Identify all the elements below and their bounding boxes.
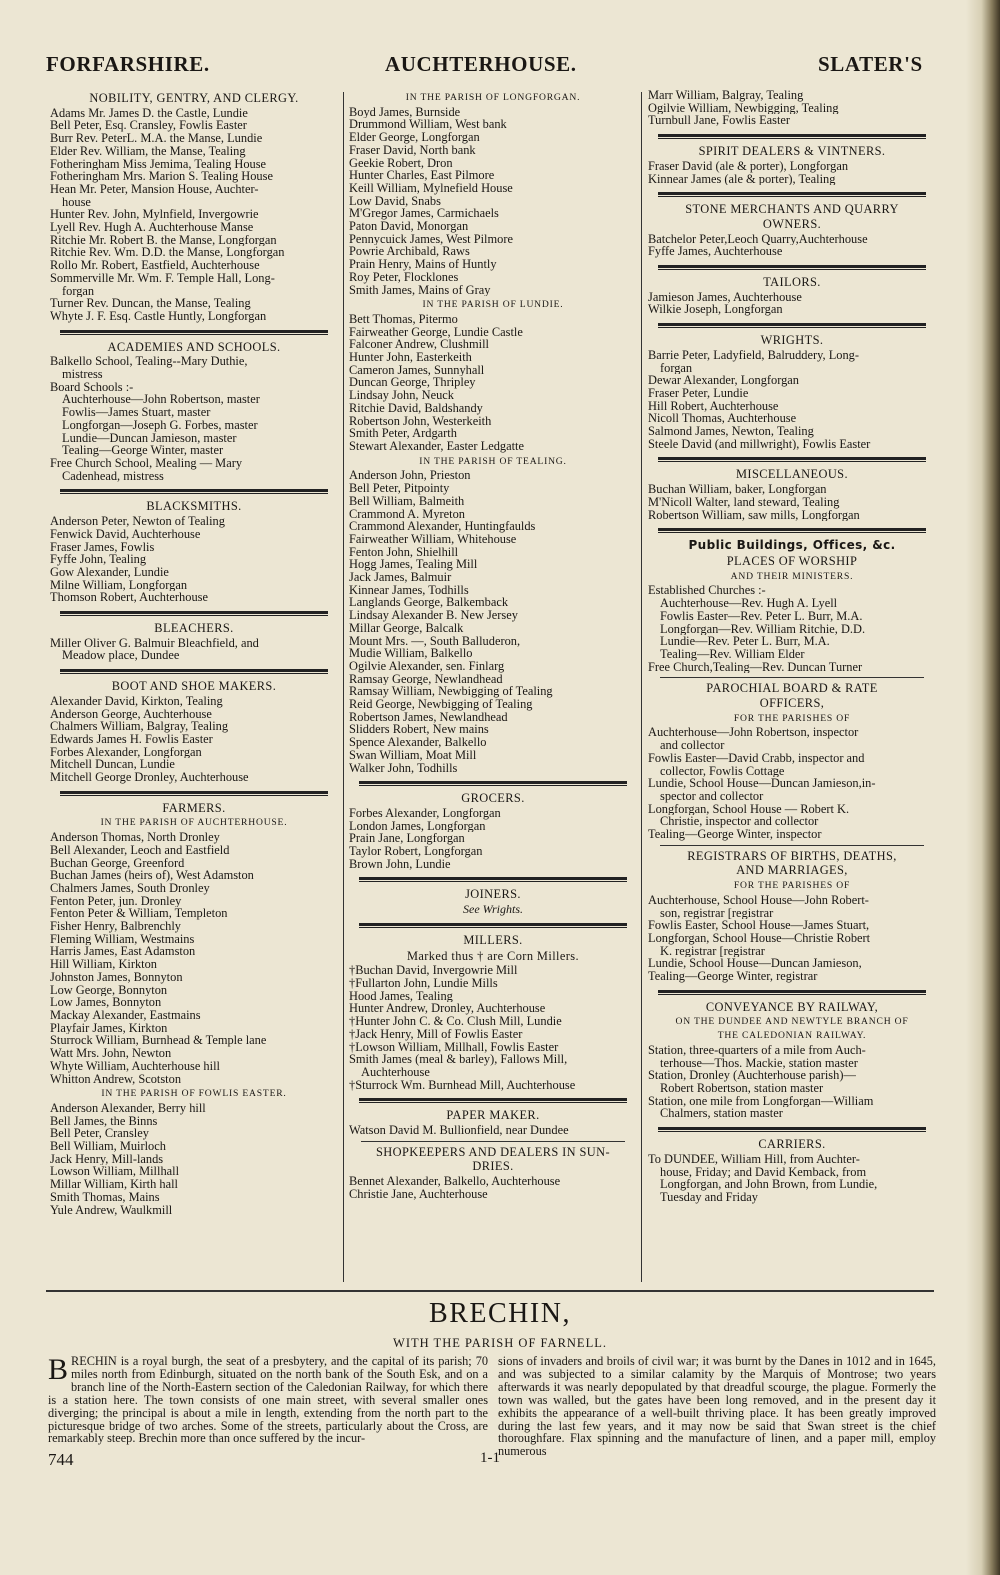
list-entry: Bell Peter, Esq. Cransley, Fowlis Easter xyxy=(50,119,247,133)
millers-note: Marked thus † are Corn Millers. xyxy=(406,948,580,963)
stone-merchants-list xyxy=(648,233,936,258)
list-entry: Ritchie Mr. Robert B. the Manse, Longforgan xyxy=(50,233,277,247)
list-entry: †Jack Henry, Mill of Fowlis Easter xyxy=(349,1027,523,1041)
list-entry: Keill William, Mylnefield House xyxy=(349,181,513,195)
list-entry: Powrie Archibald, Raws xyxy=(349,245,470,259)
section-rule xyxy=(658,134,926,139)
list-entry: Hunter Andrew, Dronley, Auchterhouse xyxy=(349,1002,546,1016)
list-entry: Longforgan, and John Brown, from Lundie, xyxy=(660,1178,878,1191)
section-rule xyxy=(658,457,926,462)
list-entry: Burr Rev. PeterL. M.A. the Manse, Lundie xyxy=(50,132,263,145)
section-rule xyxy=(60,489,328,494)
list-entry: Elder George, Longforgan xyxy=(349,131,480,144)
section-rule xyxy=(60,669,328,674)
list-entry: Hean Mr. Peter, Mansion House, Auchter- xyxy=(50,182,259,196)
worship-list xyxy=(648,584,936,673)
list-entry: Lundie, School House—Duncan Jamieson, xyxy=(648,957,862,971)
blacksmiths-list xyxy=(50,515,338,604)
list-entry: Low George, Bonnyton xyxy=(50,983,168,997)
brechin-text-left xyxy=(48,1355,488,1445)
list-entry: Harris James, East Adamston xyxy=(50,945,196,959)
nobility-list xyxy=(50,107,338,323)
list-entry: Anderson Thomas, North Dronley xyxy=(50,831,220,844)
list-entry: Hunter Charles, East Pilmore xyxy=(349,169,495,182)
list-entry: Hunter John, Easterkeith xyxy=(349,351,472,364)
list-entry: Turner Rev. Duncan, the Manse, Tealing xyxy=(50,297,251,310)
list-entry: Thomson Robert, Auchterhouse xyxy=(50,591,208,605)
miscellaneous-list xyxy=(648,483,936,521)
list-entry: Elder Rev. William, the Manse, Tealing xyxy=(50,144,246,158)
section-rule xyxy=(359,923,627,928)
list-entry: Low David, Snabs xyxy=(349,194,441,208)
list-entry: Lundie—Duncan Jamieson, master xyxy=(62,431,237,445)
list-entry: Swan William, Moat Mill xyxy=(349,748,477,762)
carriers-list xyxy=(648,1153,936,1204)
list-entry: Buchan William, baker, Longforgan xyxy=(648,483,827,496)
section-heading-registrars-cont: AND MARRIAGES, xyxy=(736,863,848,878)
list-entry: Hill Robert, Auchterhouse xyxy=(648,399,779,413)
list-entry: and collector xyxy=(660,739,725,752)
list-entry: Pennycuick James, West Pilmore xyxy=(349,232,513,246)
list-entry: Miller Oliver G. Balmuir Bleachfield, and xyxy=(50,636,259,650)
list-entry: Fraser David, North bank xyxy=(349,143,476,157)
grocers-list xyxy=(349,807,637,871)
section-heading-railway: CONVEYANCE BY RAILWAY, xyxy=(705,999,879,1014)
list-entry: Millar George, Balcalk xyxy=(349,621,464,635)
list-entry: Fyffe John, Tealing xyxy=(50,553,147,566)
list-entry: Yule Andrew, Waulkmill xyxy=(50,1203,173,1217)
list-entry: Paton David, Monorgan xyxy=(349,220,469,233)
list-entry: Ritchie Rev. Wm. D.D. the Manse, Longforgan xyxy=(50,246,285,260)
list-entry: Mudie William, Balkello xyxy=(349,647,473,660)
list-entry: Hill William, Kirkton xyxy=(50,958,157,971)
section-rule xyxy=(359,877,627,882)
section-rule xyxy=(658,323,926,328)
section-heading-farmers: FARMERS. xyxy=(162,800,226,815)
list-entry: Langlands George, Balkemback xyxy=(349,596,509,610)
list-entry: Robert Robertson, station master xyxy=(660,1082,824,1095)
list-entry: Mackay Alexander, Eastmains xyxy=(50,1009,201,1022)
list-entry: Salmond James, Newton, Tealing xyxy=(648,425,814,438)
list-entry: Buchan George, Greenford xyxy=(50,856,185,870)
list-entry: Chalmers, station master xyxy=(660,1107,783,1121)
wrights-list xyxy=(648,349,936,451)
list-entry: Sommerville Mr. Wm. F. Temple Hall, Long- xyxy=(50,271,275,285)
list-entry: Stewart Alexander, Easter Ledgatte xyxy=(349,439,524,453)
list-entry: Ramsay George, Newlandhead xyxy=(349,672,503,686)
list-entry: Fenton John, Shielhill xyxy=(349,545,459,559)
list-entry: Jack James, Balmuir xyxy=(349,571,452,584)
section-heading-bleachers: BLEACHERS. xyxy=(154,621,234,636)
list-entry: Alexander David, Kirkton, Tealing xyxy=(50,694,223,708)
section-rule xyxy=(658,265,926,270)
list-entry: Batchelor Peter,Leoch Quarry,Auchterhouse xyxy=(648,232,868,246)
list-entry: Hunter Rev. John, Mylnfield, Invergowrie xyxy=(50,208,259,222)
section-rule xyxy=(658,192,926,197)
parish-subheading: IN THE PARISH OF LUNDIE. xyxy=(422,299,564,311)
list-entry: †Hunter John C. & Co. Clush Mill, Lundie xyxy=(349,1015,562,1028)
list-entry: spector and collector xyxy=(660,789,764,803)
list-entry: Smith James, Mains of Gray xyxy=(349,283,491,297)
section-rule xyxy=(60,791,328,796)
list-entry: Turnbull Jane, Fowlis Easter xyxy=(648,114,791,128)
parish-subheading: IN THE PARISH OF FOWLIS EASTER. xyxy=(101,1088,287,1100)
list-entry: Fraser Peter, Lundie xyxy=(648,386,749,400)
column-2 xyxy=(349,89,637,1201)
list-entry: Lowson William, Millhall xyxy=(50,1165,180,1179)
list-entry: Edwards James H. Fowlis Easter xyxy=(50,732,213,746)
section-heading-shopkeepers-cont: DRIES. xyxy=(472,1159,514,1174)
list-entry: Kinnear James (ale & porter), Tealing xyxy=(648,172,836,186)
list-entry: Chalmers James, South Dronley xyxy=(50,881,210,895)
list-entry: Fyffe James, Auchterhouse xyxy=(648,245,783,259)
list-entry: Fairweather George, Lundie Castle xyxy=(349,325,523,339)
list-entry: Smith James (meal & barley), Fallows Mill, xyxy=(349,1053,568,1066)
list-entry: Mount Mrs. —, South Balluderon, xyxy=(349,634,521,648)
column-1 xyxy=(50,89,338,1216)
list-entry: Spence Alexander, Balkello xyxy=(349,736,487,749)
list-entry: K. registrar [registrar xyxy=(660,944,765,958)
list-entry: Watson David M. Bullionfield, near Dundee xyxy=(349,1124,569,1137)
list-entry: Hood James, Tealing xyxy=(349,989,453,1003)
list-entry: Ogilvie Alexander, sen. Finlarg xyxy=(349,659,505,673)
list-entry: Longforgan, School House — Robert K. xyxy=(648,802,850,816)
list-entry: M'Gregor James, Carmichaels xyxy=(349,207,499,221)
farmers-longforgan-list xyxy=(349,106,637,297)
list-entry: Whyte J. F. Esq. Castle Huntly, Longforgan xyxy=(50,309,267,323)
list-entry: Tealing—George Winter, inspector xyxy=(648,828,822,841)
list-entry: Chalmers William, Balgray, Tealing xyxy=(50,720,229,733)
section-rule xyxy=(359,781,627,786)
list-entry: Robertson William, saw mills, Longforgan xyxy=(648,508,860,522)
list-entry: Bell James, the Binns xyxy=(50,1114,158,1128)
column-divider-right xyxy=(641,92,642,1282)
list-entry: M'Nicoll Walter, land steward, Tealing xyxy=(648,495,840,509)
list-entry: Drummond William, West bank xyxy=(349,118,507,132)
section-rule xyxy=(658,1127,926,1132)
parish-subheading: IN THE PARISH OF TEALING. xyxy=(419,455,567,467)
farmers-tealing-list xyxy=(349,469,637,774)
section-rule-thin xyxy=(361,1141,625,1142)
list-entry: Fraser James, Fowlis xyxy=(50,540,155,554)
list-entry: Crammond A. Myreton xyxy=(349,507,465,521)
list-entry: Longforgan, School House—Christie Robert xyxy=(648,931,871,945)
list-entry: Fairweather William, Whitehouse xyxy=(349,532,517,546)
list-entry: Station, Dronley (Auchterhouse parish)— xyxy=(648,1069,856,1082)
list-entry: Fraser David (ale & porter), Longforgan xyxy=(648,159,849,173)
list-entry: Bell Peter, Pitpointy xyxy=(349,482,450,495)
list-entry: Free Church School, Mealing — Mary xyxy=(50,456,243,470)
list-entry: Marr William, Balgray, Tealing xyxy=(648,89,804,102)
list-entry: Fowlis Easter, School House—James Stuart, xyxy=(648,919,870,932)
list-entry: Station, one mile from Longforgan—William xyxy=(648,1094,874,1108)
list-entry: Auchterhouse—Rev. Hugh A. Lyell xyxy=(660,597,838,610)
brechin-separator-rule xyxy=(46,1290,934,1292)
list-entry: Station, three-quarters of a mile from Auch- xyxy=(648,1043,866,1057)
list-entry: Fowlis Easter—David Crabb, inspector and xyxy=(648,751,865,765)
list-entry: Lyell Rev. Hugh A. Auchterhouse Manse xyxy=(50,221,254,234)
list-entry: Lundie—Rev. Peter L. Burr, M.A. xyxy=(660,635,830,648)
list-entry: †Lowson William, Millhall, Fowlis Easter xyxy=(349,1040,559,1054)
section-rule-thin xyxy=(660,845,924,846)
list-entry: Fenton Peter & William, Templeton xyxy=(50,907,228,921)
list-entry: †Sturrock Wm. Burnhead Mill, Auchterhouse xyxy=(349,1078,576,1092)
section-rule xyxy=(60,330,328,335)
page-number: 744 xyxy=(48,1450,74,1469)
list-entry: †Fullarton John, Lundie Mills xyxy=(349,977,498,990)
section-heading-registrars: REGISTRARS OF BIRTHS, DEATHS, xyxy=(687,848,897,863)
section-heading-tailors: TAILORS. xyxy=(763,275,821,290)
list-entry: Millar William, Kirth hall xyxy=(50,1178,178,1191)
list-entry: Bell Peter, Cransley xyxy=(50,1127,149,1141)
list-entry: To DUNDEE, William Hill, from Auchter- xyxy=(648,1152,860,1166)
drop-cap: B xyxy=(48,1353,69,1386)
list-entry: Walker John, Todhills xyxy=(349,761,458,775)
list-entry: Nicoll Thomas, Auchterhouse xyxy=(648,412,797,426)
brechin-subtitle: WITH THE PARISH OF FARNELL. xyxy=(393,1336,607,1350)
section-heading-academies: ACADEMIES AND SCHOOLS. xyxy=(107,339,281,354)
list-entry: Robertson James, Newlandhead xyxy=(349,710,508,724)
list-entry: Smith Peter, Ardgarth xyxy=(349,427,457,440)
section-heading-public-buildings: Public Buildings, Offices, &c. xyxy=(688,538,896,553)
section-rule xyxy=(60,611,328,616)
list-entry: Christie, inspector and collector xyxy=(660,815,819,829)
running-head-place: AUCHTERHOUSE. xyxy=(385,52,577,76)
list-entry: Lindsay John, Neuck xyxy=(349,389,454,402)
list-entry: Auchterhouse, School House—John Robert- xyxy=(648,893,869,907)
list-entry: Prain Jane, Longforgan xyxy=(349,832,465,846)
list-entry: Kinnear James, Todhills xyxy=(349,583,469,597)
list-entry: Crammond Alexander, Huntingfaulds xyxy=(349,520,536,533)
list-entry: Forbes Alexander, Longforgan xyxy=(349,806,501,820)
section-rule xyxy=(658,990,926,995)
list-entry: Barrie Peter, Ladyfield, Balruddery, Long- xyxy=(648,348,859,362)
section-rule-thin xyxy=(660,677,924,678)
running-head-publisher: SLATER'S xyxy=(818,52,923,76)
list-entry: Longforgan—Rev. William Ritchie, D.D. xyxy=(660,622,866,636)
section-heading-carriers: CARRIERS. xyxy=(758,1137,826,1152)
list-entry: Rollo Mr. Robert, Eastfield, Auchterhouse xyxy=(50,259,260,272)
registrars-list xyxy=(648,894,936,983)
list-entry: Anderson Alexander, Berry hill xyxy=(50,1101,206,1115)
list-entry: Cadenhead, mistress xyxy=(62,469,164,483)
railway-list xyxy=(648,1044,936,1120)
list-entry: Buchan James (heirs of), West Adamston xyxy=(50,869,254,882)
list-entry: Gow Alexander, Lundie xyxy=(50,565,169,579)
brechin-paragraph-left: RECHIN is a royal burgh, the seat of a presbytery, and the capital of its parish; 70 miles north from Edinburgh, situated on the north bank of the South Esk, and on a branch line of the North-Eastern section of the Caledonian Railway, for which there is a station here. The town consists of one main street, with several smaller ones diverging; the principal is about a mile in length, extending from the north part to the picturesque bridge of two arches. Some of the streets, particularly about the Cross, are remarkably steep. Brechin more than once suffered by the incur- xyxy=(48,1354,488,1446)
list-entry: Anderson Peter, Newton of Tealing xyxy=(50,515,225,528)
list-entry: Taylor Robert, Longforgan xyxy=(349,845,483,858)
list-entry: Johnston James, Bonnyton xyxy=(50,970,183,984)
tailors-list xyxy=(648,291,936,316)
list-entry: Fowlis Easter—Rev. Peter L. Burr, M.A. xyxy=(660,609,863,623)
list-entry: Brown John, Lundie xyxy=(349,857,451,871)
farmers-auchterhouse-list xyxy=(50,831,338,1085)
cross-reference: See Wrights. xyxy=(463,902,523,917)
section-heading-wrights: WRIGHTS. xyxy=(760,333,824,348)
parish-subheading: IN THE PARISH OF LONGFORGAN. xyxy=(405,92,581,103)
list-entry: Whitton Andrew, Scotston xyxy=(50,1072,182,1086)
list-entry: mistress xyxy=(62,368,103,381)
list-entry: Duncan George, Thripley xyxy=(349,376,476,390)
list-entry: Roy Peter, Flocklones xyxy=(349,270,459,284)
list-entry: Tealing—George Winter, registrar xyxy=(648,970,818,983)
list-entry: Bell William, Muirloch xyxy=(50,1140,166,1153)
list-entry: Jamieson James, Auchterhouse xyxy=(648,290,802,304)
section-heading-nobility: NOBILITY, GENTRY, AND CLERGY. xyxy=(89,91,299,105)
list-entry: Reid George, Newbigging of Tealing xyxy=(349,698,533,711)
section-heading-worship: PLACES OF WORSHIP xyxy=(726,553,858,568)
list-entry: Sturrock William, Burnhead & Temple lane xyxy=(50,1034,267,1048)
list-entry: house, Friday; and David Kemback, from xyxy=(660,1165,867,1179)
list-entry: Playfair James, Kirkton xyxy=(50,1021,168,1035)
list-entry: Hogg James, Tealing Mill xyxy=(349,558,478,572)
list-entry: Ritchie David, Baldshandy xyxy=(349,401,483,415)
list-entry: Tealing—Rev. William Elder xyxy=(660,647,805,661)
list-entry: Bett Thomas, Pitermo xyxy=(349,312,458,326)
section-rule xyxy=(359,1098,627,1103)
railway-subheading-cont: THE CALEDONIAN RAILWAY. xyxy=(717,1030,867,1042)
list-entry: Dewar Alexander, Longforgan xyxy=(648,374,800,387)
section-rule xyxy=(658,528,926,533)
list-entry: Geekie Robert, Dron xyxy=(349,156,453,170)
section-heading-millers: MILLERS. xyxy=(463,932,523,947)
list-entry: Fenton Peter, jun. Dronley xyxy=(50,894,182,908)
list-entry: Fenwick David, Auchterhouse xyxy=(50,527,201,541)
section-heading-spirit: SPIRIT DEALERS & VINTNERS. xyxy=(698,144,886,159)
list-entry: Bell Alexander, Leoch and Eastfield xyxy=(50,843,230,857)
list-entry: Robertson John, Westerkeith xyxy=(349,414,492,428)
list-entry: Ramsay William, Newbigging of Tealing xyxy=(349,685,553,699)
list-entry: Fisher Henry, Balbrenchly xyxy=(50,920,181,933)
list-entry: Adams Mr. James D. the Castle, Lundie xyxy=(50,106,248,120)
list-entry: Auchterhouse—John Robertson, inspector xyxy=(648,726,859,740)
list-entry: Mitchell George Dronley, Auchterhouse xyxy=(50,771,249,784)
list-entry: Fleming William, Westmains xyxy=(50,932,195,946)
brechin-paragraph-right: sions of invaders and broils of civil war; it was burnt by the Danes in 1012 and in 1645, and was subjected to a similar calamity by the Marquis of Montrose; two years afterwards it was nearly depopulated by that dreadful scourge, the plague. Formerly the town was walled, but the gates have been long removed, and in the present day it exhibits the appearance of a well-built thriving place. It has been greatly improved during the last few years, and it may now be said that Swan street is the chief thoroughfare. Flax spinning and the manufacture of linen, and a paper mill, employ numerous xyxy=(498,1354,936,1459)
list-entry: Bell William, Balmeith xyxy=(349,494,465,508)
list-entry: house xyxy=(62,195,91,209)
list-entry: Mitchell Duncan, Lundie xyxy=(50,758,175,772)
list-entry: forgan xyxy=(660,361,693,375)
list-entry: Watt Mrs. John, Newton xyxy=(50,1047,172,1060)
list-entry: Slidders Robert, New mains xyxy=(349,723,489,737)
signature-mark: 1-1 xyxy=(480,1450,500,1466)
list-entry: Balkello School, Tealing--Mary Duthie, xyxy=(50,355,248,369)
column-divider-left xyxy=(343,92,344,1282)
brechin-text-right xyxy=(498,1355,936,1458)
academies-list xyxy=(50,355,338,482)
list-entry: Established Churches :- xyxy=(648,584,766,598)
list-entry: Fowlis—James Stuart, master xyxy=(62,406,211,419)
list-entry: Low James, Bonnyton xyxy=(50,996,162,1009)
list-entry: Cameron James, Sunnyhall xyxy=(349,363,485,377)
list-entry: Fotheringham Miss Jemima, Tealing House xyxy=(50,157,267,171)
list-entry: Bennet Alexander, Balkello, Auchterhouse xyxy=(349,1175,561,1188)
list-entry: son, registrar [registrar xyxy=(660,906,774,920)
running-head-county: FORFARSHIRE. xyxy=(46,52,210,76)
section-heading-stone-cont: OWNERS. xyxy=(762,216,822,231)
paper-maker-list xyxy=(349,1124,637,1137)
list-entry: Jack Henry, Mill-lands xyxy=(50,1152,164,1166)
boot-list xyxy=(50,695,338,784)
list-entry: Lundie, School House—Duncan Jamieson,in- xyxy=(648,777,876,790)
list-entry: Board Schools :- xyxy=(50,380,134,394)
list-entry: London James, Longforgan xyxy=(349,819,486,833)
parochial-subheading: FOR THE PARISHES OF xyxy=(733,712,851,724)
list-entry: Falconer Andrew, Clushmill xyxy=(349,338,489,352)
list-entry: Boyd James, Burnside xyxy=(349,105,461,119)
list-entry: Whyte William, Auchterhouse hill xyxy=(50,1059,220,1073)
brechin-title: BRECHIN, xyxy=(429,1298,571,1329)
list-entry: Meadow place, Dundee xyxy=(62,649,180,663)
list-entry: forgan xyxy=(62,284,95,298)
column-3 xyxy=(648,89,936,1204)
shopkeepers-cont-list xyxy=(648,89,936,127)
section-heading-joiners: JOINERS. xyxy=(465,887,521,902)
list-entry: Christie Jane, Auchterhouse xyxy=(349,1187,488,1201)
railway-subheading: ON THE DUNDEE AND NEWTYLE BRANCH OF xyxy=(675,1016,909,1028)
worship-subheading: AND THEIR MINISTERS. xyxy=(730,570,854,582)
registrars-subheading: FOR THE PARISHES OF xyxy=(733,880,851,892)
list-entry: Auchterhouse xyxy=(361,1065,430,1079)
section-heading-paper: PAPER MAKER. xyxy=(446,1108,540,1123)
section-heading-misc: MISCELLANEOUS. xyxy=(736,467,848,482)
section-heading-shopkeepers: SHOPKEEPERS AND DEALERS IN SUN- xyxy=(375,1144,611,1159)
farmers-lundie-list xyxy=(349,313,637,453)
millers-list xyxy=(349,964,637,1091)
list-entry: collector, Fowlis Cottage xyxy=(660,764,785,778)
list-entry: Ogilvie William, Newbigging, Tealing xyxy=(648,101,839,115)
list-entry: †Buchan David, Invergowrie Mill xyxy=(349,964,518,977)
list-entry: Anderson George, Auchterhouse xyxy=(50,707,212,721)
list-entry: Wilkie Joseph, Longforgan xyxy=(648,303,783,317)
list-entry: terhouse—Thos. Mackie, station master xyxy=(660,1056,858,1070)
list-entry: Free Church,Tealing—Rev. Duncan Turner xyxy=(648,660,863,674)
list-entry: Auchterhouse—John Robertson, master xyxy=(62,393,260,407)
list-entry: Steele David (and millwright), Fowlis Easter xyxy=(648,437,871,451)
list-entry: Smith Thomas, Mains xyxy=(50,1190,160,1204)
list-entry: Milne William, Longforgan xyxy=(50,578,188,592)
list-entry: Fotheringham Mrs. Marion S. Tealing House xyxy=(50,170,273,183)
list-entry: Forbes Alexander, Longforgan xyxy=(50,745,202,759)
list-entry: Prain Henry, Mains of Huntly xyxy=(349,258,497,271)
farmers-fowlis-list xyxy=(50,1102,338,1216)
section-heading-parochial: PAROCHIAL BOARD & RATE xyxy=(706,681,878,696)
list-entry: Tealing—George Winter, master xyxy=(62,444,224,457)
section-heading-parochial-cont: OFFICERS, xyxy=(759,696,825,711)
parish-subheading: IN THE PARISH OF AUCHTERHOUSE. xyxy=(100,817,288,829)
section-heading-grocers: GROCERS. xyxy=(461,791,525,806)
shopkeepers-list xyxy=(349,1175,637,1200)
list-entry: Tuesday and Friday xyxy=(660,1190,758,1204)
list-entry: Lindsay Alexander B. New Jersey xyxy=(349,609,518,622)
spirit-dealers-list xyxy=(648,160,936,185)
parochial-list xyxy=(648,726,936,840)
section-heading-blacksmiths: BLACKSMITHS. xyxy=(146,499,242,514)
section-heading-boot: BOOT AND SHOE MAKERS. xyxy=(111,679,277,694)
list-entry: Longforgan—Joseph G. Forbes, master xyxy=(62,418,258,432)
list-entry: Anderson John, Prieston xyxy=(349,469,471,483)
bleachers-list xyxy=(50,637,338,662)
section-heading-stone: STONE MERCHANTS AND QUARRY xyxy=(685,202,899,217)
